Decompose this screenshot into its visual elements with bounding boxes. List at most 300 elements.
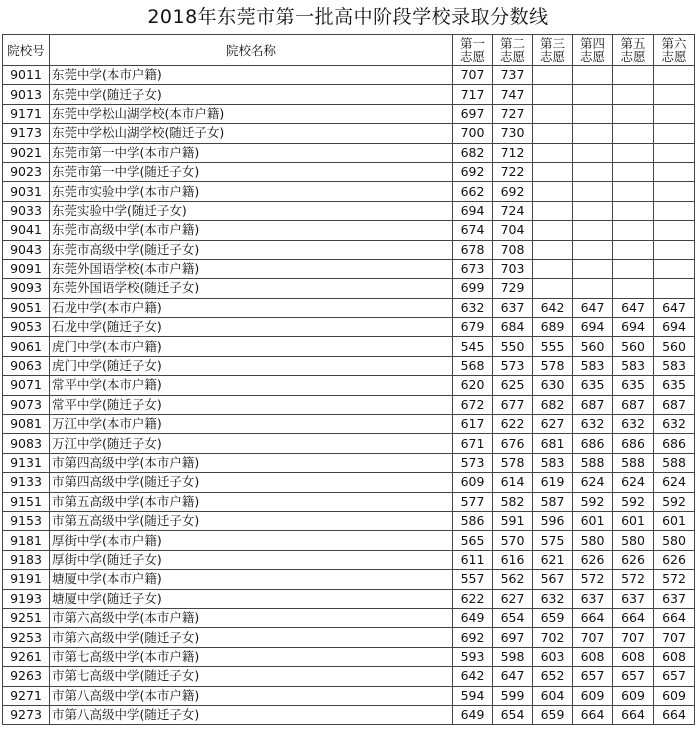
- school-name-cell: 石龙中学(本市户籍): [50, 298, 453, 317]
- score-cell-choice-5: 601: [613, 511, 654, 530]
- score-cell-choice-3: [533, 201, 573, 220]
- school-name-cell: 东莞市高级中学(随迁子女): [50, 240, 453, 259]
- table-row: [3, 415, 695, 434]
- score-cell-choice-2: 730: [493, 124, 533, 143]
- score-cell-choice-4: [573, 124, 613, 143]
- score-cell-choice-3: 587: [533, 492, 573, 511]
- score-cell-choice-4: 624: [573, 473, 613, 492]
- score-cell-choice-4: 647: [573, 298, 613, 317]
- school-name-cell: 常平中学(随迁子女): [50, 395, 453, 414]
- score-cell-choice-4: 608: [573, 647, 613, 666]
- school-code-cell: 9151: [3, 492, 50, 511]
- score-cell-choice-5: [613, 201, 654, 220]
- page-title: 2018年东莞市第一批高中阶段学校录取分数线: [147, 6, 549, 28]
- score-cell-choice-3: 702: [533, 628, 573, 647]
- score-cell-choice-5: [613, 162, 654, 181]
- score-cell-choice-3: 659: [533, 608, 573, 627]
- score-cell-choice-1: 611: [453, 550, 493, 569]
- score-cell-choice-2: 654: [493, 608, 533, 627]
- score-cell-choice-3: 575: [533, 531, 573, 550]
- score-cell-choice-3: [533, 221, 573, 240]
- school-code-cell: 9013: [3, 85, 50, 104]
- school-name-cell: 市第六高级中学(本市户籍): [50, 608, 453, 627]
- score-cell-choice-1: 609: [453, 473, 493, 492]
- score-cell-choice-5: [613, 221, 654, 240]
- table-row: [3, 143, 695, 162]
- school-code-cell: 9061: [3, 337, 50, 356]
- score-cell-choice-3: 604: [533, 686, 573, 705]
- score-cell-choice-6: 686: [654, 434, 695, 453]
- school-code-cell: 9051: [3, 298, 50, 317]
- score-cell-choice-2: 582: [493, 492, 533, 511]
- score-cell-choice-5: 657: [613, 667, 654, 686]
- score-cell-choice-4: [573, 240, 613, 259]
- score-cell-choice-3: [533, 85, 573, 104]
- header-choice-3: [533, 35, 573, 66]
- table-row: [3, 66, 695, 85]
- score-cell-choice-3: 621: [533, 550, 573, 569]
- score-cell-choice-3: [533, 259, 573, 278]
- score-cell-choice-4: [573, 221, 613, 240]
- score-cell-choice-3: 603: [533, 647, 573, 666]
- score-cell-choice-1: 697: [453, 104, 493, 123]
- table-body: [3, 66, 695, 725]
- table-row: [3, 104, 695, 123]
- school-name-cell: 东莞市第一中学(随迁子女): [50, 162, 453, 181]
- score-cell-choice-1: 642: [453, 667, 493, 686]
- score-cell-choice-2: 684: [493, 318, 533, 337]
- school-code-cell: 9251: [3, 608, 50, 627]
- score-cell-choice-3: [533, 162, 573, 181]
- table-row: [3, 162, 695, 181]
- school-code-cell: 9011: [3, 66, 50, 85]
- score-cell-choice-6: 583: [654, 356, 695, 375]
- score-cell-choice-4: 592: [573, 492, 613, 511]
- score-cell-choice-4: [573, 143, 613, 162]
- score-cell-choice-1: 577: [453, 492, 493, 511]
- score-cell-choice-1: 649: [453, 608, 493, 627]
- school-code-cell: 9133: [3, 473, 50, 492]
- score-cell-choice-6: 635: [654, 376, 695, 395]
- score-cell-choice-4: [573, 162, 613, 181]
- score-cell-choice-6: [654, 240, 695, 259]
- score-cell-choice-5: 560: [613, 337, 654, 356]
- score-cell-choice-1: 674: [453, 221, 493, 240]
- school-code-cell: 9073: [3, 395, 50, 414]
- school-name-cell: 市第七高级中学(本市户籍): [50, 647, 453, 666]
- school-code-cell: 9021: [3, 143, 50, 162]
- score-cell-choice-4: 632: [573, 415, 613, 434]
- school-code-cell: 9131: [3, 453, 50, 472]
- school-name-cell: 市第五高级中学(随迁子女): [50, 511, 453, 530]
- score-cell-choice-5: 583: [613, 356, 654, 375]
- school-name-cell: 东莞市第一中学(本市户籍): [50, 143, 453, 162]
- score-cell-choice-3: 689: [533, 318, 573, 337]
- table-row: [3, 201, 695, 220]
- school-code-cell: 9261: [3, 647, 50, 666]
- score-cell-choice-6: 588: [654, 453, 695, 472]
- score-cell-choice-5: 632: [613, 415, 654, 434]
- table-row: [3, 279, 695, 298]
- score-cell-choice-4: [573, 279, 613, 298]
- table-row: [3, 686, 695, 705]
- table-row: [3, 298, 695, 317]
- score-cell-choice-2: 616: [493, 550, 533, 569]
- header-name: 院校名称: [50, 35, 453, 66]
- school-code-cell: 9271: [3, 686, 50, 705]
- table-row: [3, 589, 695, 608]
- table-row: [3, 473, 695, 492]
- header-choice-6: [654, 35, 695, 66]
- school-name-cell: 市第八高级中学(本市户籍): [50, 686, 453, 705]
- score-cell-choice-4: [573, 201, 613, 220]
- header-choice-line: 第三: [539, 36, 565, 51]
- header-choice-line: 志愿: [579, 49, 605, 64]
- score-cell-choice-1: 692: [453, 162, 493, 181]
- school-name-cell: 东莞中学(随迁子女): [50, 85, 453, 104]
- table-row: [3, 647, 695, 666]
- score-cell-choice-4: 626: [573, 550, 613, 569]
- table-row: [3, 395, 695, 414]
- header-choice-line: 志愿: [620, 49, 646, 64]
- score-cell-choice-6: [654, 162, 695, 181]
- school-code-cell: 9031: [3, 182, 50, 201]
- school-name-cell: 厚街中学(随迁子女): [50, 550, 453, 569]
- score-cell-choice-3: 659: [533, 705, 573, 724]
- table-row: [3, 337, 695, 356]
- school-name-cell: 东莞外国语学校(随迁子女): [50, 279, 453, 298]
- score-cell-choice-1: 672: [453, 395, 493, 414]
- header-choice-line: 志愿: [539, 49, 565, 64]
- table-row: [3, 434, 695, 453]
- score-cell-choice-3: [533, 104, 573, 123]
- school-name-cell: 东莞中学(本市户籍): [50, 66, 453, 85]
- school-name-cell: 市第四高级中学(随迁子女): [50, 473, 453, 492]
- score-cell-choice-1: 557: [453, 570, 493, 589]
- score-cell-choice-5: [613, 259, 654, 278]
- header-choice-2: [493, 35, 533, 66]
- school-name-cell: 东莞中学松山湖学校(本市户籍): [50, 104, 453, 123]
- score-cell-choice-1: 586: [453, 511, 493, 530]
- score-cell-choice-5: [613, 182, 654, 201]
- score-cell-choice-2: 637: [493, 298, 533, 317]
- score-cell-choice-4: [573, 104, 613, 123]
- score-cell-choice-2: 599: [493, 686, 533, 705]
- school-name-cell: 常平中学(本市户籍): [50, 376, 453, 395]
- score-cell-choice-5: 637: [613, 589, 654, 608]
- school-code-cell: 9071: [3, 376, 50, 395]
- score-cell-choice-6: 572: [654, 570, 695, 589]
- score-cell-choice-4: 583: [573, 356, 613, 375]
- score-cell-choice-1: 622: [453, 589, 493, 608]
- score-cell-choice-6: 626: [654, 550, 695, 569]
- score-cell-choice-5: [613, 104, 654, 123]
- header-choice-line: 第四: [579, 36, 605, 51]
- table-row: [3, 608, 695, 627]
- score-cell-choice-6: [654, 104, 695, 123]
- score-cell-choice-6: 637: [654, 589, 695, 608]
- score-cell-choice-3: 627: [533, 415, 573, 434]
- header-choice-line: 第五: [620, 36, 646, 51]
- score-cell-choice-2: 598: [493, 647, 533, 666]
- score-cell-choice-2: 550: [493, 337, 533, 356]
- school-name-cell: 市第五高级中学(本市户籍): [50, 492, 453, 511]
- school-code-cell: 9193: [3, 589, 50, 608]
- score-cell-choice-4: 687: [573, 395, 613, 414]
- score-cell-choice-6: 694: [654, 318, 695, 337]
- score-cell-choice-2: 570: [493, 531, 533, 550]
- score-cell-choice-2: 747: [493, 85, 533, 104]
- school-name-cell: 东莞实验中学(随迁子女): [50, 201, 453, 220]
- score-cell-choice-1: 565: [453, 531, 493, 550]
- score-cell-choice-5: 664: [613, 705, 654, 724]
- score-cell-choice-4: 686: [573, 434, 613, 453]
- table-row: [3, 376, 695, 395]
- score-cell-choice-3: [533, 182, 573, 201]
- score-cell-choice-2: 591: [493, 511, 533, 530]
- table-row: [3, 667, 695, 686]
- score-cell-choice-4: [573, 66, 613, 85]
- score-cell-choice-1: 632: [453, 298, 493, 317]
- school-code-cell: 9053: [3, 318, 50, 337]
- school-name-cell: 虎门中学(本市户籍): [50, 337, 453, 356]
- school-code-cell: 9183: [3, 550, 50, 569]
- score-cell-choice-2: 703: [493, 259, 533, 278]
- score-cell-choice-5: 686: [613, 434, 654, 453]
- score-cell-choice-5: 588: [613, 453, 654, 472]
- score-cell-choice-1: 717: [453, 85, 493, 104]
- score-cell-choice-2: 625: [493, 376, 533, 395]
- school-code-cell: 9091: [3, 259, 50, 278]
- header-choice-1: [453, 35, 493, 66]
- table-row: [3, 182, 695, 201]
- table-row: [3, 492, 695, 511]
- score-cell-choice-6: 580: [654, 531, 695, 550]
- score-cell-choice-3: 682: [533, 395, 573, 414]
- header-code: 院校号: [3, 35, 50, 66]
- score-cell-choice-6: 624: [654, 473, 695, 492]
- score-cell-choice-1: 617: [453, 415, 493, 434]
- score-cell-choice-4: 601: [573, 511, 613, 530]
- table-row: [3, 259, 695, 278]
- score-cell-choice-4: [573, 182, 613, 201]
- score-cell-choice-3: [533, 66, 573, 85]
- school-name-cell: 塘厦中学(随迁子女): [50, 589, 453, 608]
- school-name-cell: 万江中学(本市户籍): [50, 415, 453, 434]
- score-cell-choice-3: 619: [533, 473, 573, 492]
- school-name-cell: 石龙中学(随迁子女): [50, 318, 453, 337]
- score-cell-choice-5: 608: [613, 647, 654, 666]
- score-cell-choice-5: [613, 143, 654, 162]
- score-cell-choice-4: [573, 85, 613, 104]
- score-cell-choice-2: 676: [493, 434, 533, 453]
- score-cell-choice-4: 635: [573, 376, 613, 395]
- score-cell-choice-5: 694: [613, 318, 654, 337]
- score-cell-choice-2: 737: [493, 66, 533, 85]
- table-row: [3, 511, 695, 530]
- school-name-cell: 市第六高级中学(随迁子女): [50, 628, 453, 647]
- school-code-cell: 9033: [3, 201, 50, 220]
- school-name-cell: 东莞外国语学校(本市户籍): [50, 259, 453, 278]
- school-code-cell: 9253: [3, 628, 50, 647]
- school-name-cell: 市第八高级中学(随迁子女): [50, 705, 453, 724]
- score-cell-choice-6: 632: [654, 415, 695, 434]
- score-cell-choice-5: 609: [613, 686, 654, 705]
- score-cell-choice-6: [654, 66, 695, 85]
- table-row: [3, 453, 695, 472]
- score-cell-choice-2: 562: [493, 570, 533, 589]
- score-cell-choice-2: 647: [493, 667, 533, 686]
- score-cell-choice-5: 572: [613, 570, 654, 589]
- score-cell-choice-3: 632: [533, 589, 573, 608]
- school-name-cell: 市第七高级中学(随迁子女): [50, 667, 453, 686]
- score-cell-choice-2: 708: [493, 240, 533, 259]
- score-cell-choice-6: 707: [654, 628, 695, 647]
- school-code-cell: 9173: [3, 124, 50, 143]
- score-cell-choice-2: 692: [493, 182, 533, 201]
- score-cell-choice-4: 657: [573, 667, 613, 686]
- score-cell-choice-2: 677: [493, 395, 533, 414]
- school-code-cell: 9273: [3, 705, 50, 724]
- score-cell-choice-2: 704: [493, 221, 533, 240]
- score-cell-choice-3: 555: [533, 337, 573, 356]
- header-choice-line: 志愿: [459, 49, 485, 64]
- table-row: [3, 628, 695, 647]
- score-cell-choice-3: 583: [533, 453, 573, 472]
- school-code-cell: 9181: [3, 531, 50, 550]
- header-row: [3, 35, 695, 66]
- school-code-cell: 9023: [3, 162, 50, 181]
- table-row: [3, 221, 695, 240]
- header-choice-line: 第一: [459, 36, 485, 51]
- score-cell-choice-1: 707: [453, 66, 493, 85]
- score-cell-choice-4: 609: [573, 686, 613, 705]
- score-cell-choice-6: 592: [654, 492, 695, 511]
- score-cell-choice-4: 664: [573, 608, 613, 627]
- score-cell-choice-6: 608: [654, 647, 695, 666]
- score-cell-choice-1: 568: [453, 356, 493, 375]
- score-cell-choice-2: 627: [493, 589, 533, 608]
- score-cell-choice-3: [533, 124, 573, 143]
- score-cell-choice-6: 647: [654, 298, 695, 317]
- score-cell-choice-6: 657: [654, 667, 695, 686]
- score-cell-choice-3: [533, 279, 573, 298]
- score-cell-choice-5: 687: [613, 395, 654, 414]
- score-cell-choice-5: [613, 124, 654, 143]
- table-row: [3, 705, 695, 724]
- score-cell-choice-6: [654, 201, 695, 220]
- score-cell-choice-5: [613, 279, 654, 298]
- score-cell-choice-2: 724: [493, 201, 533, 220]
- score-cell-choice-6: 609: [654, 686, 695, 705]
- score-table: [2, 34, 695, 725]
- score-cell-choice-3: 652: [533, 667, 573, 686]
- table-row: [3, 318, 695, 337]
- score-cell-choice-2: 614: [493, 473, 533, 492]
- score-cell-choice-6: 601: [654, 511, 695, 530]
- table-row: [3, 85, 695, 104]
- score-cell-choice-5: [613, 85, 654, 104]
- score-cell-choice-1: 673: [453, 259, 493, 278]
- school-name-cell: 虎门中学(随迁子女): [50, 356, 453, 375]
- score-cell-choice-4: 580: [573, 531, 613, 550]
- score-cell-choice-1: 594: [453, 686, 493, 705]
- table-row: [3, 550, 695, 569]
- header-choice-line: 第六: [661, 36, 687, 51]
- header-choice-4: [573, 35, 613, 66]
- score-cell-choice-2: 622: [493, 415, 533, 434]
- score-cell-choice-3: [533, 240, 573, 259]
- score-cell-choice-1: 694: [453, 201, 493, 220]
- score-cell-choice-5: [613, 240, 654, 259]
- score-cell-choice-5: [613, 66, 654, 85]
- school-code-cell: 9083: [3, 434, 50, 453]
- score-cell-choice-6: 687: [654, 395, 695, 414]
- score-cell-choice-3: 596: [533, 511, 573, 530]
- school-name-cell: 市第四高级中学(本市户籍): [50, 453, 453, 472]
- table-row: [3, 124, 695, 143]
- score-cell-choice-6: 664: [654, 705, 695, 724]
- school-name-cell: 东莞市高级中学(本市户籍): [50, 221, 453, 240]
- header-choice-line: 志愿: [499, 49, 525, 64]
- score-cell-choice-2: 573: [493, 356, 533, 375]
- score-cell-choice-5: 664: [613, 608, 654, 627]
- school-code-cell: 9063: [3, 356, 50, 375]
- score-cell-choice-1: 649: [453, 705, 493, 724]
- score-cell-choice-1: 545: [453, 337, 493, 356]
- table-row: [3, 356, 695, 375]
- score-cell-choice-2: 654: [493, 705, 533, 724]
- score-cell-choice-5: 647: [613, 298, 654, 317]
- score-cell-choice-3: [533, 143, 573, 162]
- header-choice-line: 志愿: [661, 49, 687, 64]
- header-choice-5: [613, 35, 654, 66]
- school-code-cell: 9191: [3, 570, 50, 589]
- school-name-cell: 万江中学(随迁子女): [50, 434, 453, 453]
- score-cell-choice-4: 637: [573, 589, 613, 608]
- score-cell-choice-1: 573: [453, 453, 493, 472]
- score-cell-choice-6: [654, 182, 695, 201]
- score-cell-choice-1: 593: [453, 647, 493, 666]
- score-cell-choice-4: 664: [573, 705, 613, 724]
- score-cell-choice-6: [654, 279, 695, 298]
- score-cell-choice-6: [654, 259, 695, 278]
- score-cell-choice-5: 624: [613, 473, 654, 492]
- score-cell-choice-6: [654, 85, 695, 104]
- score-cell-choice-4: [573, 259, 613, 278]
- score-cell-choice-2: 697: [493, 628, 533, 647]
- score-cell-choice-4: 707: [573, 628, 613, 647]
- header-choice-line: 第二: [499, 36, 525, 51]
- score-cell-choice-4: 588: [573, 453, 613, 472]
- score-cell-choice-2: 722: [493, 162, 533, 181]
- table-row: [3, 531, 695, 550]
- school-code-cell: 9043: [3, 240, 50, 259]
- score-cell-choice-1: 699: [453, 279, 493, 298]
- score-cell-choice-6: [654, 143, 695, 162]
- score-cell-choice-1: 620: [453, 376, 493, 395]
- score-cell-choice-3: 567: [533, 570, 573, 589]
- score-cell-choice-6: 664: [654, 608, 695, 627]
- score-cell-choice-1: 678: [453, 240, 493, 259]
- table-row: [3, 570, 695, 589]
- score-cell-choice-2: 578: [493, 453, 533, 472]
- score-cell-choice-5: 580: [613, 531, 654, 550]
- score-cell-choice-5: 635: [613, 376, 654, 395]
- score-cell-choice-1: 682: [453, 143, 493, 162]
- school-code-cell: 9263: [3, 667, 50, 686]
- school-code-cell: 9153: [3, 511, 50, 530]
